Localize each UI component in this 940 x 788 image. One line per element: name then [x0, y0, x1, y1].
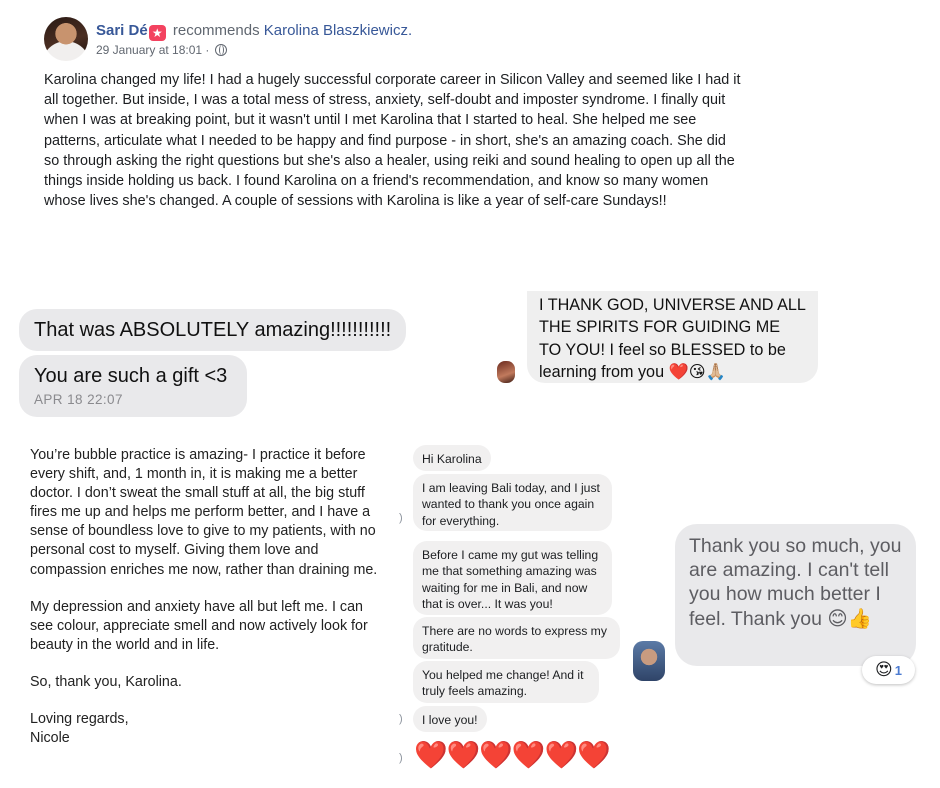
globe-icon — [215, 44, 227, 56]
messenger-bubble: I am leaving Bali today, and I just wanted to thank you once again for everything. — [413, 474, 612, 531]
review-header — [96, 21, 412, 41]
seen-indicator: ) — [399, 752, 403, 764]
review-body: Karolina changed my life! I had a hugely successful corporate career in Silicon Valley and seemed like I had it all together. But inside, I was a total mess of stress, anxiety, self-doubt and imposter syndrome. I finally quit when I was at breaking point, but it wasn't until I met Karolina that I started to heal. She helped me see patterns, articulate what I needed to be happy and find purpose - in short, she's an amazing coach. She did so through asking the right questions but she's also a healer, using reiki and sound healing to open up all the things inside holding us back. I found Karolina on a friend's recommendation, and know so many women whose lives she's changed. A couple of sessions with Karolina is like a year of self-care Sundays!! — [44, 72, 741, 210]
email-signature: Nicole — [30, 730, 70, 747]
email-paragraph: My depression and anxiety have all but left me. I can see colour, appreciate smell and now actively look for beauty in the world and in life. — [30, 598, 368, 653]
heart-eyes-icon: 😍 — [875, 660, 893, 679]
heart-emoji-row: ❤️❤️❤️❤️❤️❤️ — [414, 740, 610, 770]
imessage-timestamp: APR 18 22:07 — [34, 392, 123, 407]
imessage-text: You are such a gift <3 — [34, 365, 228, 387]
author-avatar[interactable] — [44, 17, 88, 61]
messenger-bubble: You helped me change! And it truly feels amazing. — [413, 661, 599, 703]
messenger-bubble: I love you! — [413, 706, 487, 732]
email-testimonial — [30, 446, 382, 748]
reaction-count: 1 — [894, 663, 902, 678]
gratitude-message-bubble: I THANK GOD, UNIVERSE AND ALL THE SPIRITS FOR GUIDING ME TO YOU! I feel so BLESSED to be learning from you ❤️😘🙏🏼 — [527, 291, 818, 383]
recommends-badge-icon: ★ — [149, 25, 166, 41]
seen-indicator: ) — [399, 512, 403, 524]
imessage-bubble-1: That was ABSOLUTELY amazing!!!!!!!!!!! — [19, 309, 406, 351]
reaction-badge[interactable] — [862, 656, 915, 684]
email-sign-off: Loving regards, — [30, 711, 129, 728]
page-name-link[interactable]: Karolina Blaszkiewicz. — [263, 22, 413, 39]
review-timestamp[interactable]: 29 January at 18:01 · — [96, 43, 210, 57]
messenger-bubble: Hi Karolina — [413, 445, 491, 471]
messenger-bubble: Before I came my gut was telling me that something amazing was waiting for me in Bali, and now that is over... It was you! — [413, 541, 612, 615]
recommends-label: recommends — [172, 22, 260, 39]
email-paragraph: So, thank you, Karolina. — [30, 673, 182, 690]
messenger-bubble: There are no words to express my gratitude. — [413, 617, 620, 659]
messenger-sender-avatar — [633, 641, 665, 681]
review-meta — [96, 42, 227, 58]
thank-you-message-bubble: Thank you so much, you are amazing. I can't tell you how much better I feel. Thank you 😊👍 — [675, 524, 916, 666]
author-name-link[interactable]: Sari Dé — [96, 22, 148, 39]
imessage-bubble-2 — [19, 355, 247, 417]
sender-avatar — [497, 361, 515, 383]
email-paragraph: You’re bubble practice is amazing- I practice it before every shift, and, 1 month in, it is making me a better doctor. I don’t sweat the small stuff at all, the big stuff fires me up and helps me perform better, and I have a sense of boundless love to give to my patients, with no personal cost to myself. Giving them love and compassion enriches me now, rather than draining me. — [30, 447, 378, 578]
seen-indicator: ) — [399, 713, 403, 725]
